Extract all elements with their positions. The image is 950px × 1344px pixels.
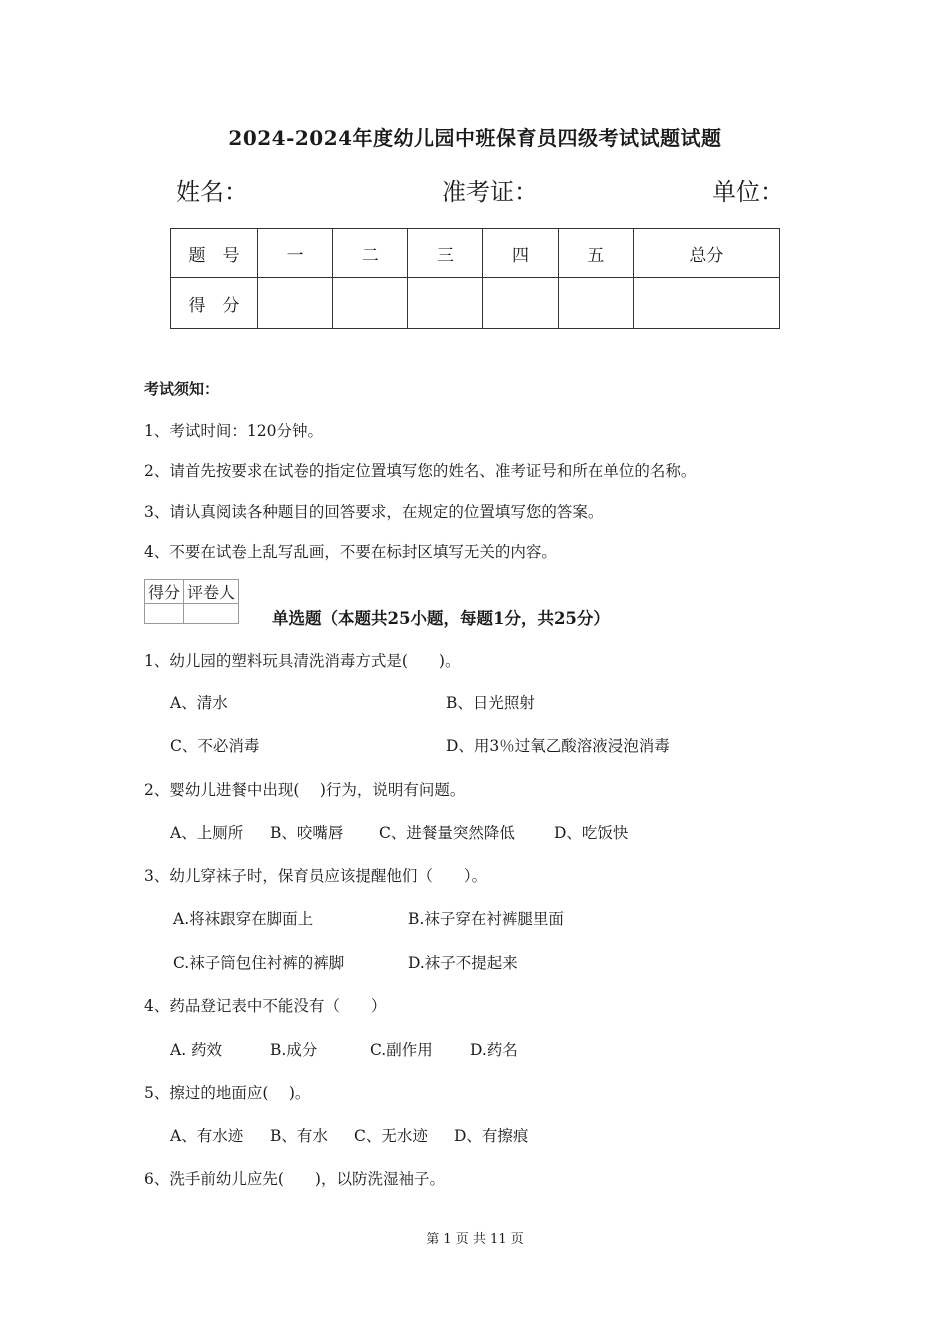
score-cell-total[interactable] [633,278,779,329]
grader-blank-row [145,604,239,624]
page-footer: 第 1 页 共 11 页 [426,1232,524,1247]
q1-option-d: D、用3％过氧乙酸溶液浸泡消毒 [446,737,670,755]
grader-box [144,579,239,624]
score-header-2: 二 [333,229,408,278]
grader-reviewer-cell[interactable] [184,604,239,624]
score-row-label: 得 分 [171,278,258,329]
q4-option-d: D.药名 [470,1041,518,1059]
q4-option-a: A. 药效 [170,1041,223,1059]
q3-option-d: D.袜子不提起来 [408,954,518,972]
score-table-score-row [171,278,780,329]
question-6-stem: 6、洗手前幼儿应先( )，以防洗湿袖子。 [144,1170,445,1188]
score-cell-2[interactable] [333,278,408,329]
notice-item: 3、请认真阅读各种题目的回答要求，在规定的位置填写您的答案。 [144,503,604,521]
unit-field-label: 单位： [712,178,784,206]
grader-score-cell[interactable] [145,604,184,624]
q4-option-c: C.副作用 [370,1041,433,1059]
notice-item: 1、考试时间：120分钟。 [144,422,323,440]
exam-id-field-label: 准考证： [442,178,538,206]
section-title: 单选题（本题共25小题，每题1分，共25分） [272,609,610,628]
q4-option-b: B.成分 [270,1041,318,1059]
q5-option-d: D、有擦痕 [454,1127,529,1145]
q1-option-a: A、清水 [170,694,228,712]
score-table-header-row [171,229,780,278]
q3-option-b: B.袜子穿在衬裤腿里面 [408,910,564,928]
q2-option-d: D、吃饭快 [554,824,629,842]
score-cell-1[interactable] [258,278,333,329]
q1-option-b: B、日光照射 [446,694,535,712]
score-header-1: 一 [258,229,333,278]
notice-title: 考试须知： [144,380,220,398]
q5-option-c: C、无水迹 [354,1127,428,1145]
score-cell-5[interactable] [558,278,633,329]
score-header-label: 题 号 [171,229,258,278]
q2-option-a: A、上厕所 [170,824,244,842]
q3-option-c: C.袜子筒包住衬裤的裤脚 [173,954,345,972]
question-2-stem: 2、婴幼儿进餐中出现( )行为，说明有问题。 [144,781,466,799]
question-3-stem: 3、幼儿穿袜子时，保育员应该提醒他们（ ）。 [144,867,488,885]
score-cell-3[interactable] [408,278,483,329]
notice-item: 4、不要在试卷上乱写乱画，不要在标封区填写无关的内容。 [144,543,557,561]
question-1-stem: 1、幼儿园的塑料玩具清洗消毒方式是( )。 [144,652,461,670]
q3-option-a: A.将袜跟穿在脚面上 [173,910,314,928]
score-table [170,228,780,329]
score-header-5: 五 [558,229,633,278]
q2-option-c: C、进餐量突然降低 [379,824,515,842]
score-header-3: 三 [408,229,483,278]
grader-header-row [145,580,239,604]
grader-reviewer-label: 评卷人 [184,580,239,604]
score-cell-4[interactable] [483,278,558,329]
name-field-label: 姓名： [176,178,248,206]
q1-option-c: C、不必消毒 [170,737,260,755]
question-5-stem: 5、擦过的地面应( )。 [144,1084,311,1102]
page-title: 2024-2024年度幼儿园中班保育员四级考试试题试题 [228,126,722,150]
score-header-4: 四 [483,229,558,278]
score-header-total: 总分 [633,229,779,278]
question-4-stem: 4、药品登记表中不能没有（ ） [144,997,387,1015]
notice-item: 2、请首先按要求在试卷的指定位置填写您的姓名、准考证号和所在单位的名称。 [144,462,697,480]
q2-option-b: B、咬嘴唇 [270,824,344,842]
grader-score-label: 得分 [145,580,184,604]
q5-option-b: B、有水 [270,1127,328,1145]
q5-option-a: A、有水迹 [170,1127,244,1145]
